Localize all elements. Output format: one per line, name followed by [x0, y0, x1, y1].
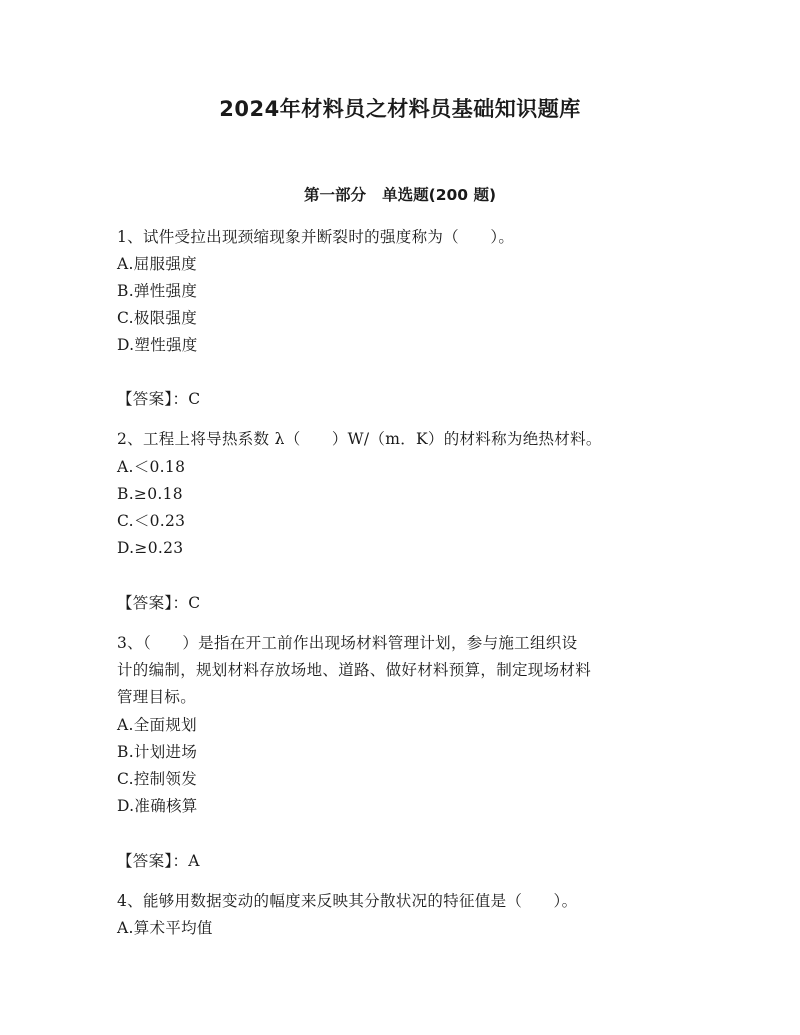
question-1-option-b: B.弹性强度	[117, 282, 198, 300]
question-1-option-a: A.屈服强度	[117, 255, 197, 273]
page-title: 2024年材料员之材料员基础知识题库	[219, 97, 581, 121]
question-4-stem: 4、能够用数据变动的幅度来反映其分散状况的特征值是（ ）。	[117, 892, 578, 910]
question-3-option-d: D.准确核算	[117, 797, 198, 815]
question-3-answer: 【答案】：A	[117, 852, 200, 870]
question-1-option-c: C.极限强度	[117, 309, 198, 327]
question-2-option-d: D.≥0.23	[117, 539, 184, 557]
question-3-stem-line-2: 计的编制，规划材料存放场地、道路、做好材料预算，制定现场材料	[117, 661, 592, 679]
question-3-option-a: A.全面规划	[117, 716, 197, 734]
question-2-answer: 【答案】：C	[117, 594, 201, 612]
question-1-answer: 【答案】：C	[117, 390, 201, 408]
question-2-stem: 2、工程上将导热系数 λ（ ）W/（m．K）的材料称为绝热材料。	[117, 430, 602, 448]
question-3-option-c: C.控制领发	[117, 770, 198, 788]
section-title: 第一部分 单选题(200 题)	[303, 186, 497, 204]
question-3-stem-line-3: 管理目标。	[117, 688, 197, 706]
question-1-stem: 1、试件受拉出现颈缩现象并断裂时的强度称为（ ）。	[117, 228, 515, 246]
question-2-option-c: C.＜0.23	[117, 512, 186, 530]
question-1-option-d: D.塑性强度	[117, 336, 198, 354]
question-3-option-b: B.计划进场	[117, 743, 198, 761]
question-3-stem-line-1: 3、（ ）是指在开工前作出现场材料管理计划，参与施工组织设	[117, 634, 578, 652]
question-2-option-b: B.≥0.18	[117, 485, 183, 503]
question-2-option-a: A.＜0.18	[117, 458, 186, 476]
question-4-option-a: A.算术平均值	[117, 919, 213, 937]
